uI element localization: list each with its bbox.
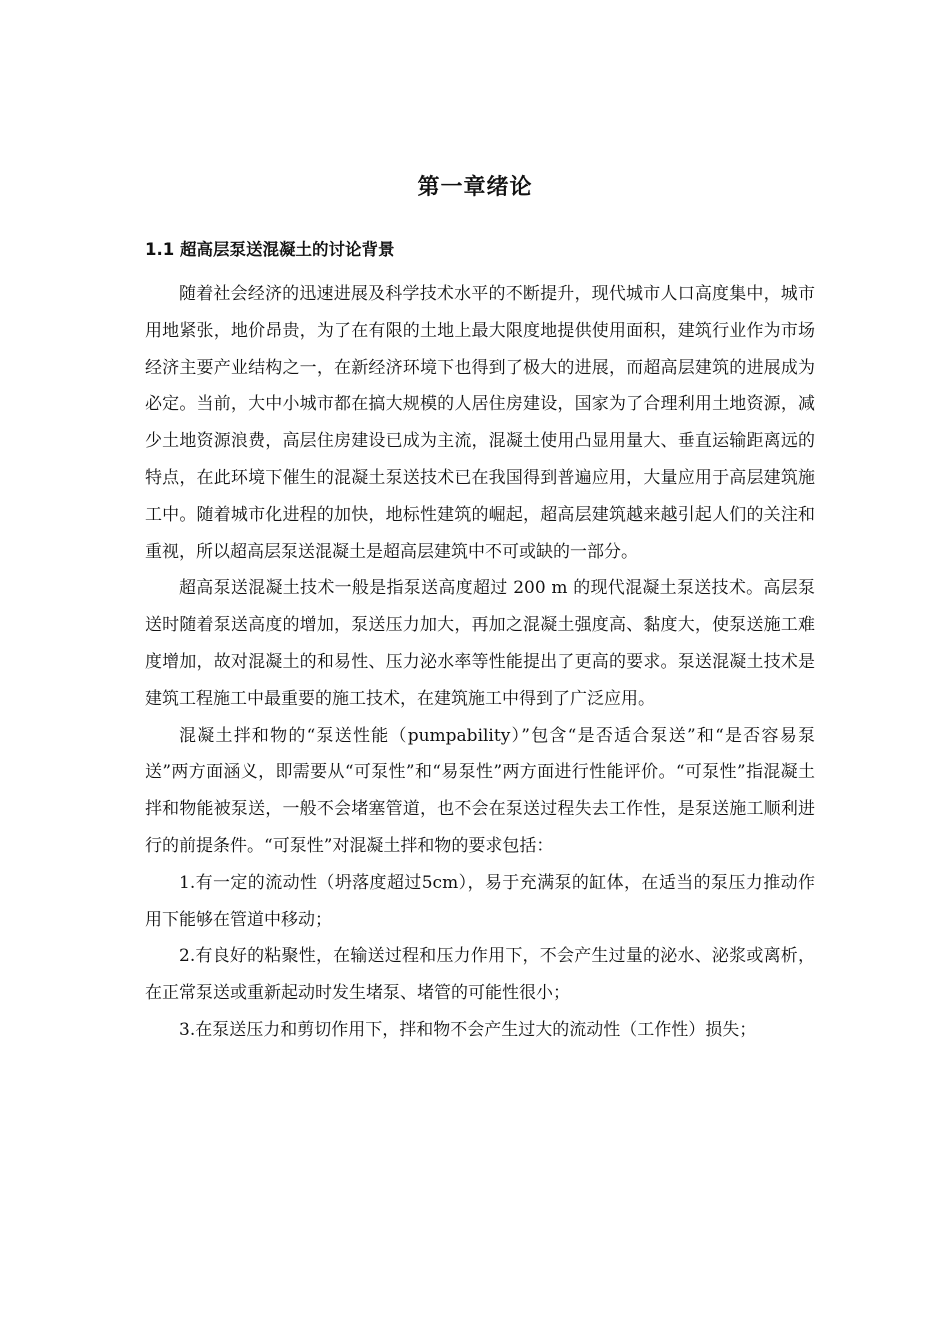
- section-heading: 1.1 超高层泵送混凝土的讨论背景: [145, 240, 395, 259]
- chapter-title: 第一章绪论: [417, 175, 533, 200]
- paragraph-pumpability: 混凝土拌和物的“泵送性能（pumpability）”包含“是否适合泵送”和“是否容易泵送”两方面涵义，即需要从“可泵性”和“易泵性”两方面进行性能评价。“可泵性”指混凝土拌和物能被泵送，一般不会堵塞管道，也不会在泵送过程失去工作性，是泵送施工顺利进行的前提条件。“可泵性”对混凝土拌和物的要求包括：: [145, 725, 815, 856]
- list-item-requirement-1: 1.有一定的流动性（坍落度超过5cm），易于充满泵的缸体，在适当的泵压力推动作用下能够在管道中移动；: [145, 872, 815, 930]
- body-text: [145, 276, 815, 1049]
- list-item-requirement-2: 2.有良好的粘聚性，在输送过程和压力作用下，不会产生过量的泌水、泌浆或离析，在正常泵送或重新起动时发生堵泵、堵管的可能性很小；: [145, 946, 815, 1004]
- paragraph-background: 随着社会经济的迅速进展及科学技术水平的不断提升，现代城市人口高度集中，城市用地紧张，地价昂贵，为了在有限的土地上最大限度地提供使用面积，建筑行业作为市场经济主要产业结构之一，在新经济环境下也得到了极大的进展，而超高层建筑的进展成为必定。当前，大中小城市都在搞大规模的人居住房建设，国家为了合理利用土地资源，减少土地资源浪费，高层住房建设已成为主流，混凝土使用凸显用量大、垂直运输距离远的特点，在此环境下催生的混凝土泵送技术已在我国得到普遍应用，大量应用于高层建筑施工中。随着城市化进程的加快，地标性建筑的崛起，超高层建筑越来越引起人们的关注和重视，所以超高层泵送混凝土是超高层建筑中不可或缺的一部分。: [145, 284, 815, 562]
- paragraph-ultra-high-pumping: 超高泵送混凝土技术一般是指泵送高度超过 200 m 的现代混凝土泵送技术。高层泵送时随着泵送高度的增加，泵送压力加大，再加之混凝土强度高、黏度大，使泵送施工难度增加，故对混凝土的和易性、压力泌水率等性能提出了更高的要求。泵送混凝土技术是建筑工程施工中最重要的施工技术，在建筑施工中得到了广泛应用。: [145, 578, 815, 709]
- list-item-requirement-3: 3.在泵送压力和剪切作用下，拌和物不会产生过大的流动性（工作性）损失；: [179, 1019, 757, 1040]
